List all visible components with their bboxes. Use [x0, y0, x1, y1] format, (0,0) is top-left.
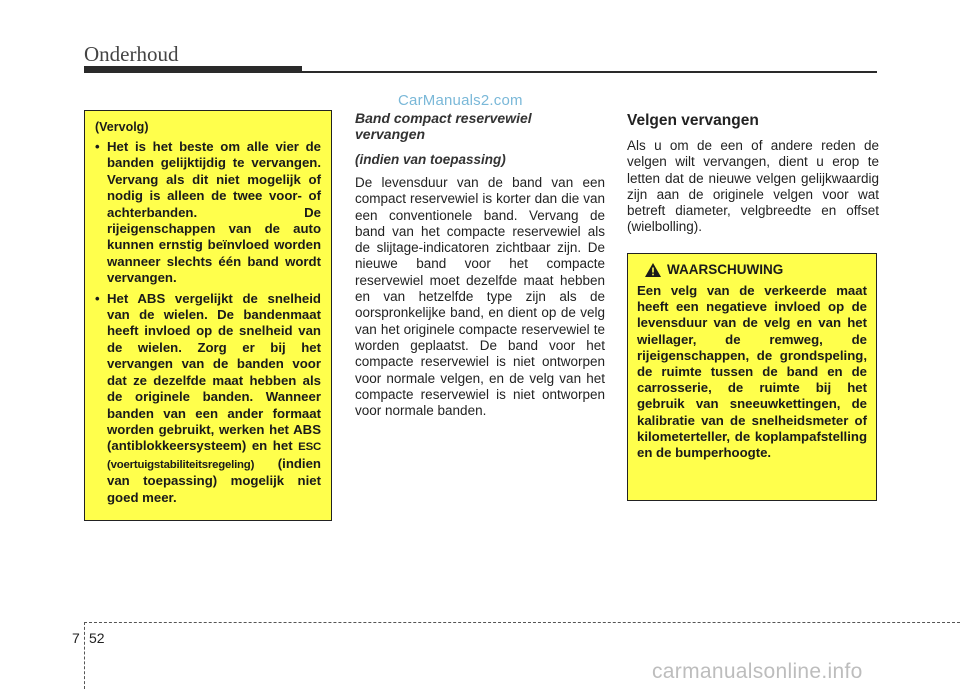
compact-spare-body: De levensduur van de band van een compact reservewiel is korter dan die van een conventionele band. Vervang de band van het compacte reservewiel als de slijtage-indicatoren zichtbaar zijn. De nieuwe band voor het compacte reservewiel moet dezelfde maat hebben en van hetzelfde type zijn als de oorspronkelijke band, en dient op de velg van het originele compacte reservewiel te worden geplaatst. De band voor het compacte reservewiel is niet ontworpen voor normale velgen, en de velg van het compacte reservewiel is niet ontworpen voor normale banden. [355, 175, 605, 419]
note-box-list [95, 139, 321, 506]
compact-spare-title: Band compact reservewiel vervangen [355, 110, 532, 142]
warning-heading-row [637, 262, 867, 277]
note-bullet-2 [95, 291, 321, 506]
note-bullet-2-text: Het ABS vergelijkt de snelheid van de wielen. De bandenmaat heeft invloed op de snelheid van de wielen. Zorg er bij het vervangen van de banden voor dat ze dezelfde maat hebben als de originele banden. Wanneer banden van een ander formaat worden gebruikt, werken het ABS (antiblokkeersysteem) en het [107, 290, 321, 454]
watermark-link[interactable]: CarManuals2.com [398, 92, 523, 109]
rim-replacement-section [627, 112, 879, 236]
header-rule-thick [84, 66, 302, 73]
warning-box [627, 253, 877, 501]
compact-spare-section [355, 110, 605, 419]
footer-watermark: carmanualsonline.info [652, 660, 863, 683]
header-rule-thin [302, 71, 877, 73]
rim-replacement-title: Velgen vervangen [627, 112, 759, 129]
note-box [84, 110, 332, 521]
footer-rule [84, 622, 960, 623]
note-bullet-2-end: (indien van toepassing) mogelijk niet goed meer. [107, 455, 321, 505]
footer-vertical-rule [84, 622, 85, 689]
warning-triangle-icon [645, 263, 661, 277]
compact-spare-subtitle: (indien van toepassing) [355, 152, 506, 167]
page-number: 52 [89, 630, 105, 646]
chapter-number: 7 [72, 630, 80, 646]
note-bullet-2-esc: ESC (voertuigstabiliteitsregeling) [107, 441, 321, 471]
warning-heading: WAARSCHUWING [667, 262, 784, 277]
note-bullet-1: • Het is het beste om alle vier de banden gelijktijdig te vervangen. Vervang als dit niet mogelijk of nodig is alleen de twee voor- of achterbanden. De rijeigenschappen van de auto kunnen ernstig beïnvloed worden wanneer slechts één band wordt vervangen. [95, 139, 321, 287]
rim-replacement-body: Als u om de een of andere reden de velgen wilt vervangen, dient u erop te letten dat de nieuwe velgen gelijkwaardig zijn aan de originele velgen voor wat betreft diameter, velgbreedte en offset (wielbolling). [627, 138, 879, 235]
note-box-heading: (Vervolg) [95, 120, 149, 134]
warning-body: Een velg van de verkeerde maat heeft een negatieve invloed op de levensduur van de velg en van het wiellager, de remweg, de rijeigenschappen, de grondspeling, de ruimte tussen de band en de carrosserie, de ruimte bij het gebruik van sneeuwkettingen, de kalibratie van de snelheidsmeter of kilometerteller, de koplampafstelling en de bumperhoogte. [637, 283, 867, 461]
page-header-title: Onderhoud [84, 42, 179, 66]
